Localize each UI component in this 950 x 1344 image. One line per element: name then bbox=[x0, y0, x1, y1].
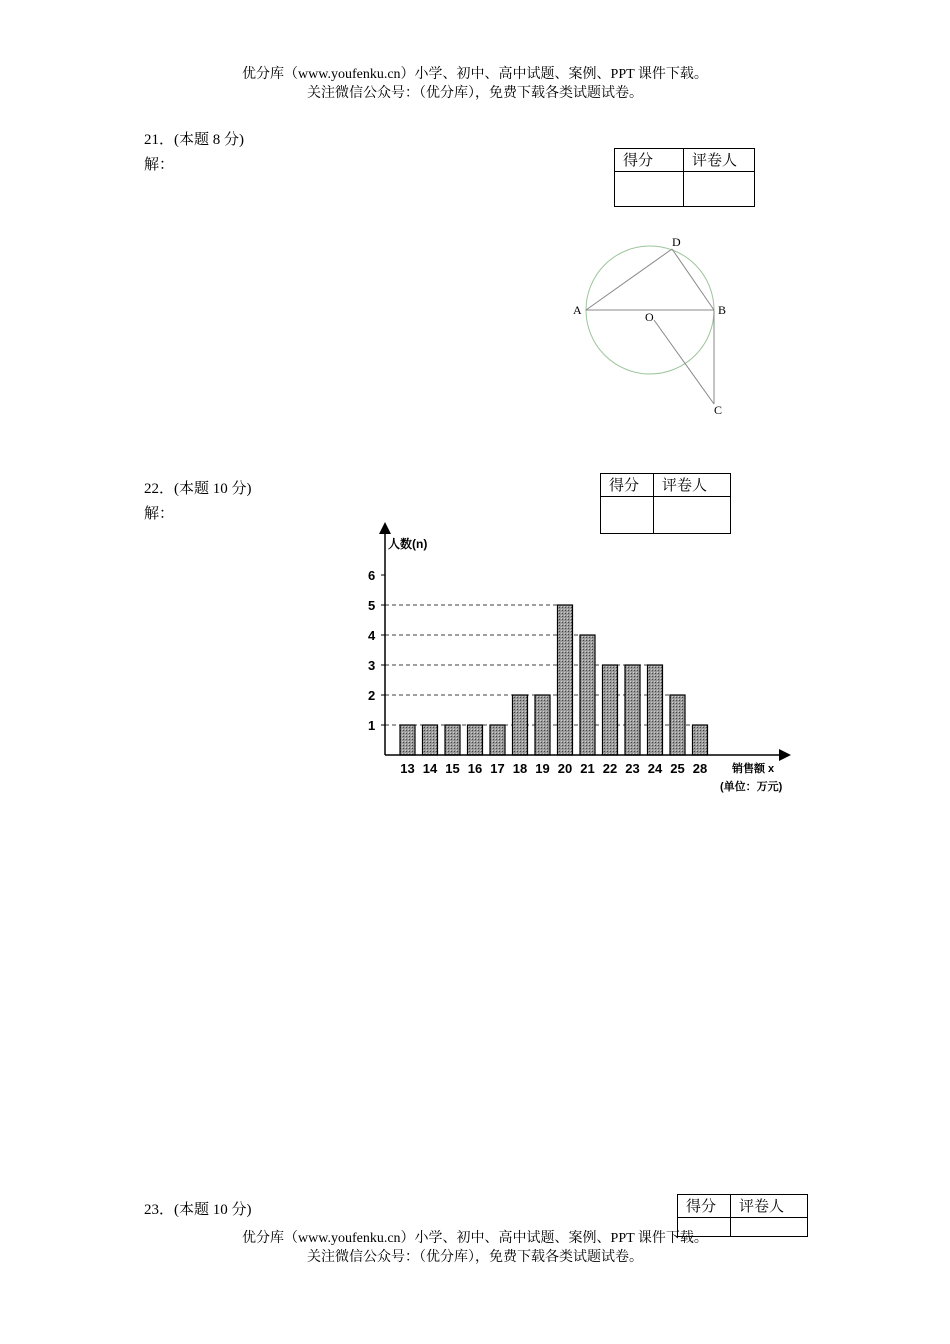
x-tick-label: 23 bbox=[625, 761, 640, 776]
segment-oc bbox=[654, 320, 714, 404]
x-tick-label: 24 bbox=[647, 761, 663, 776]
y-tick-label: 2 bbox=[368, 688, 376, 703]
score-header: 得分 bbox=[601, 474, 654, 497]
bar-15 bbox=[445, 725, 460, 755]
grader-cell[interactable] bbox=[731, 1218, 808, 1237]
x-tick-label: 15 bbox=[445, 761, 460, 776]
x-axis-label: 销售额 x bbox=[732, 763, 775, 775]
bar-22 bbox=[603, 665, 618, 755]
y-tick-label: 5 bbox=[368, 598, 376, 613]
bar-13 bbox=[400, 725, 415, 755]
y-tick-label: 6 bbox=[368, 568, 376, 583]
q23-score-table bbox=[677, 1194, 808, 1237]
header-line-1: 优分库（www.youfenku.cn）小学、初中、高中试题、案例、PPT 课件下载。 bbox=[242, 67, 708, 82]
q22-solve-label: 解： bbox=[144, 506, 175, 522]
y-tick-label: 1 bbox=[368, 718, 376, 733]
y-tick-label: 4 bbox=[368, 628, 376, 643]
x-tick-label: 13 bbox=[400, 761, 415, 776]
bar-24 bbox=[648, 665, 663, 755]
grader-header: 评卷人 bbox=[684, 149, 755, 172]
x-tick-label: 21 bbox=[580, 761, 595, 776]
segment-db bbox=[672, 249, 714, 310]
x-tick-label: 18 bbox=[512, 761, 528, 776]
bar-16 bbox=[468, 725, 483, 755]
q23-title: 23．(本题 10 分) bbox=[144, 1202, 252, 1218]
circle-geometry-figure bbox=[560, 228, 740, 428]
footer-line-2: 关注微信公众号：（优分库），免费下载各类试题试卷。 bbox=[307, 1250, 643, 1265]
x-tick-label: 17 bbox=[490, 761, 505, 776]
label-d: D bbox=[672, 235, 681, 249]
x-tick-label: 14 bbox=[422, 761, 438, 776]
footer-line-1: 优分库（www.youfenku.cn）小学、初中、高中试题、案例、PPT 课件下载。 bbox=[242, 1231, 708, 1246]
score-header: 得分 bbox=[615, 149, 684, 172]
score-cell[interactable] bbox=[678, 1218, 731, 1237]
segment-ad bbox=[586, 249, 672, 310]
q21-title: 21．(本题 8 分) bbox=[144, 132, 244, 148]
bar-17 bbox=[490, 725, 505, 755]
bar-28 bbox=[693, 725, 708, 755]
bar-21 bbox=[580, 635, 595, 755]
label-o: O bbox=[645, 310, 654, 324]
grader-header: 评卷人 bbox=[654, 474, 731, 497]
score-header: 得分 bbox=[678, 1195, 731, 1218]
unit-note: (单位：万元) bbox=[720, 781, 783, 793]
x-tick-label: 28 bbox=[692, 761, 708, 776]
bar-23 bbox=[625, 665, 640, 755]
bar-19 bbox=[535, 695, 550, 755]
q22-title: 22．(本题 10 分) bbox=[144, 481, 252, 497]
score-cell[interactable] bbox=[615, 172, 684, 207]
y-axis-label: 人数(n) bbox=[388, 537, 428, 551]
q21-solve-label: 解： bbox=[144, 157, 175, 173]
bar-20 bbox=[558, 605, 573, 755]
x-tick-label: 19 bbox=[535, 761, 550, 776]
grader-cell[interactable] bbox=[684, 172, 755, 207]
bar-14 bbox=[423, 725, 438, 755]
sales-histogram bbox=[340, 520, 810, 805]
header-line-2: 关注微信公众号：（优分库），免费下载各类试题试卷。 bbox=[307, 86, 643, 101]
x-tick-label: 22 bbox=[602, 761, 618, 776]
bar-25 bbox=[670, 695, 685, 755]
label-c: C bbox=[714, 403, 723, 417]
y-tick-label: 3 bbox=[368, 658, 376, 673]
x-tick-label: 16 bbox=[467, 761, 483, 776]
x-tick-label: 25 bbox=[670, 761, 685, 776]
label-b: B bbox=[718, 303, 727, 317]
x-tick-label: 20 bbox=[557, 761, 573, 776]
grader-header: 评卷人 bbox=[731, 1195, 808, 1218]
q21-score-table bbox=[614, 148, 755, 207]
bar-18 bbox=[513, 695, 528, 755]
label-a: A bbox=[573, 303, 582, 317]
